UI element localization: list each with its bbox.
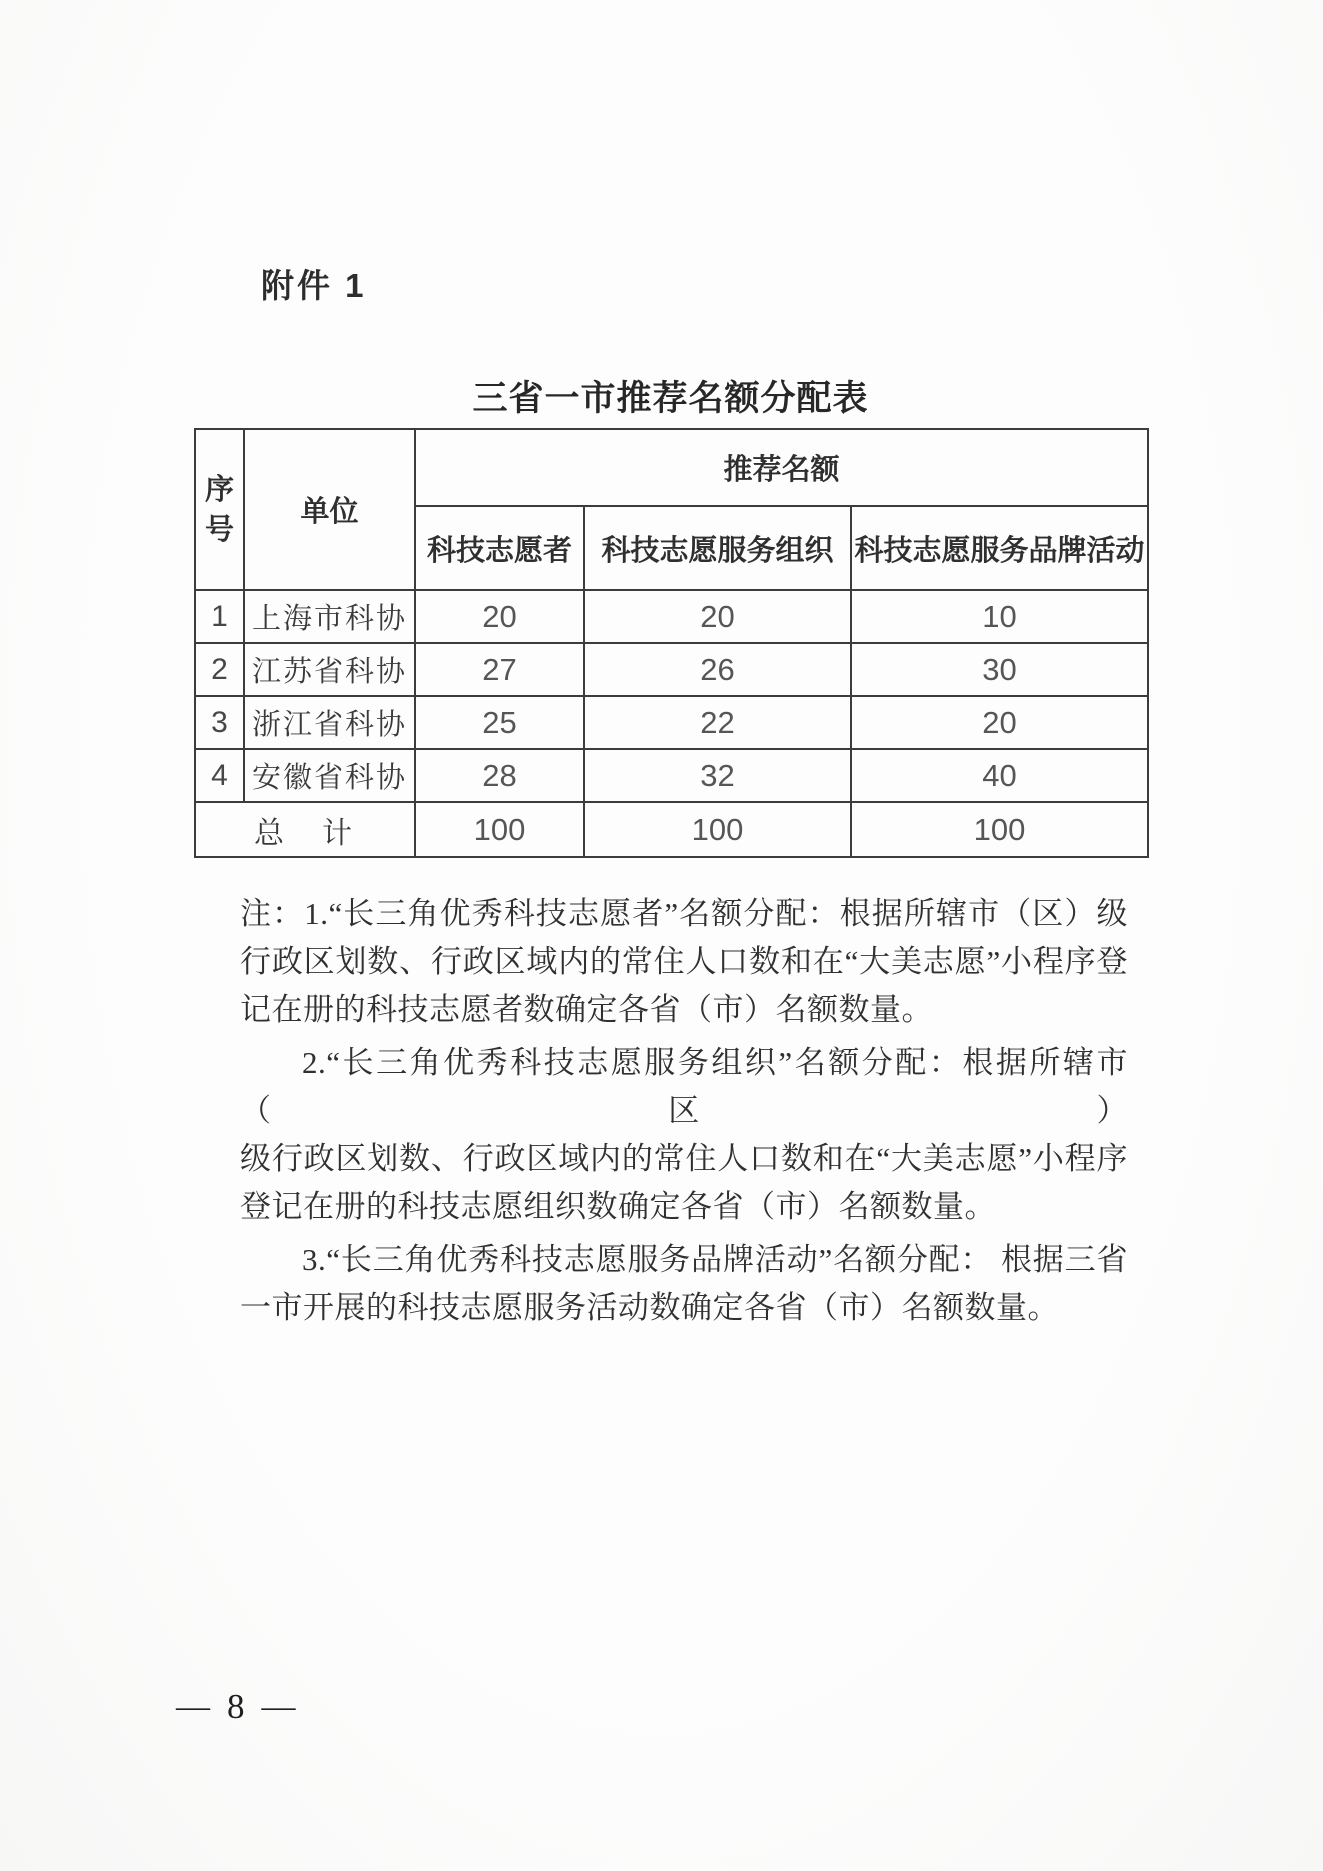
table-row xyxy=(195,696,1148,749)
row-value-cell: 32 xyxy=(584,749,851,802)
row-value-cell: 20 xyxy=(584,590,851,643)
notes-block xyxy=(240,890,1128,1332)
column-header-brand-activities: 科技志愿服务品牌活动 xyxy=(851,506,1148,590)
quota-table xyxy=(194,428,1149,858)
footer-dash-left: — xyxy=(176,1688,210,1725)
note-line: 行政区划数、行政区域内的常住人口数和在“大美志愿”小程序登 xyxy=(240,944,1128,979)
attachment-label: 附件 1 xyxy=(261,267,367,304)
table-total-row xyxy=(195,802,1148,857)
note-line: 记在册的科技志愿者数确定各省（市）名额数量。 xyxy=(240,992,933,1027)
table-title: 三省一市推荐名额分配表 xyxy=(472,379,869,418)
row-value-cell: 22 xyxy=(584,696,851,749)
table-row xyxy=(195,749,1148,802)
row-value-cell: 10 xyxy=(851,590,1148,643)
row-value-cell: 26 xyxy=(584,643,851,696)
row-unit: 安徽省科协 xyxy=(244,749,415,802)
total-value-cell: 100 xyxy=(415,802,584,857)
table-header-row-top xyxy=(195,429,1148,506)
note-line: 登记在册的科技志愿组织数确定各省（市）名额数量。 xyxy=(240,1189,996,1224)
note-line: 注：1.“长三角优秀科技志愿者”名额分配：根据所辖市（区）级 xyxy=(240,896,1128,931)
row-value-cell: 30 xyxy=(851,643,1148,696)
row-index: 3 xyxy=(195,696,244,749)
footer-dash-right: — xyxy=(261,1688,296,1725)
row-unit: 江苏省科协 xyxy=(244,643,415,696)
column-header-unit: 单位 xyxy=(244,429,415,590)
page-footer xyxy=(176,1687,296,1727)
note-line: 级行政区划数、行政区域内的常住人口数和在“大美志愿”小程序 xyxy=(240,1141,1128,1176)
row-value-cell: 20 xyxy=(851,696,1148,749)
row-value-cell: 40 xyxy=(851,749,1148,802)
note-line: 3.“长三角优秀科技志愿服务品牌活动”名额分配： 根据三省 xyxy=(302,1242,1128,1277)
column-header-quota-group: 推荐名额 xyxy=(415,429,1148,506)
table-row xyxy=(195,590,1148,643)
page-number: 8 xyxy=(227,1687,245,1726)
note-line: 2.“长三角优秀科技志愿服务组织”名额分配：根据所辖市（区） xyxy=(240,1045,1128,1128)
column-header-service-orgs: 科技志愿服务组织 xyxy=(584,506,851,590)
row-value-cell: 20 xyxy=(415,590,584,643)
row-index: 2 xyxy=(195,643,244,696)
table-row xyxy=(195,643,1148,696)
row-value-cell: 28 xyxy=(415,749,584,802)
total-value-cell: 100 xyxy=(584,802,851,857)
row-unit: 上海市科协 xyxy=(244,590,415,643)
note-line: 一市开展的科技志愿服务活动数确定各省（市）名额数量。 xyxy=(240,1290,1059,1325)
row-value-cell: 27 xyxy=(415,643,584,696)
column-header-volunteers: 科技志愿者 xyxy=(415,506,584,590)
total-label: 总 计 xyxy=(195,802,415,857)
total-value-cell: 100 xyxy=(851,802,1148,857)
column-header-seq: 序号 xyxy=(195,429,244,590)
row-unit: 浙江省科协 xyxy=(244,696,415,749)
row-value-cell: 25 xyxy=(415,696,584,749)
row-index: 1 xyxy=(195,590,244,643)
row-index: 4 xyxy=(195,749,244,802)
